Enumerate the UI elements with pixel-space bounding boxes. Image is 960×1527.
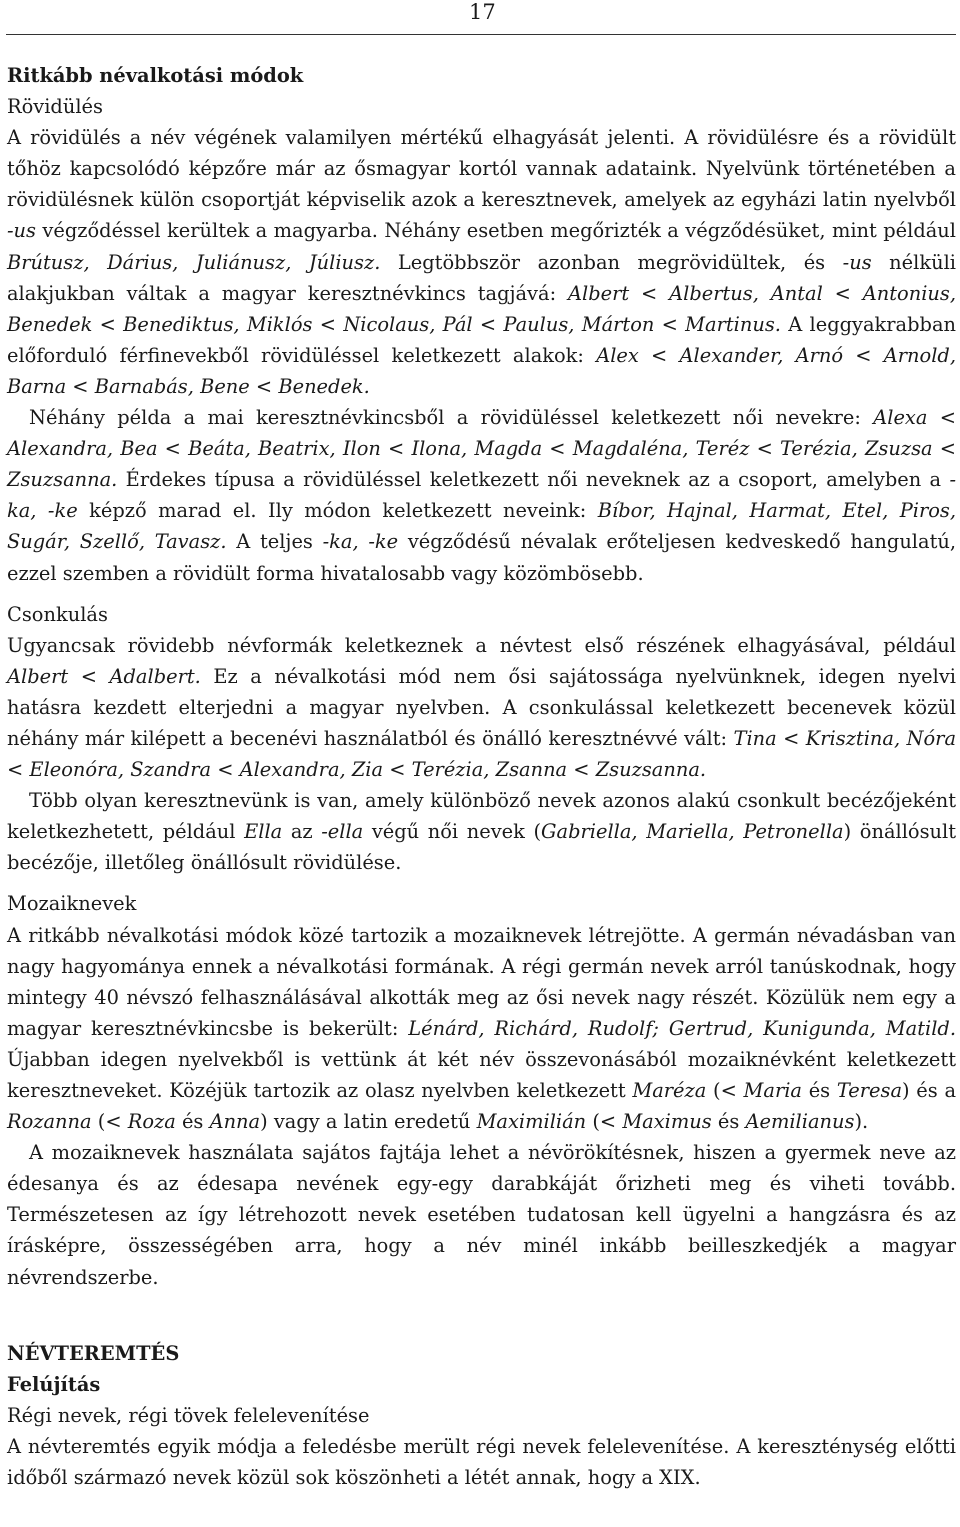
italic-text: Ella <box>244 820 283 844</box>
text-run: Érdekes típusa a rövidüléssel keletkezett női neveknek az a csoport, amelyben a <box>117 468 950 492</box>
italic-text: -us <box>7 219 36 243</box>
text-run: képző marad el. Ily módon keletkezett neveink: <box>77 499 598 523</box>
subsection-title-mozaiknevek: Mozaiknevek <box>7 892 137 916</box>
italic-text: Aemilianus <box>745 1110 855 1134</box>
text-run: Néhány példa a mai keresztnévkincsből a rövidüléssel keletkezett női nevekre: <box>29 406 874 430</box>
italic-text: Rozanna <box>7 1110 92 1134</box>
italic-text: Maria <box>743 1079 802 1102</box>
italic-text: Maximilián <box>476 1110 587 1134</box>
text-run: A leggyakrabban előforduló férfinevekből rövidüléssel keletkezett alakok: <box>7 312 956 367</box>
italic-text: Maréza <box>632 1079 707 1102</box>
italic-text: -ella <box>321 820 364 844</box>
text-run: Több olyan keresztnevünk is van, amely különböző nevek azonos alakú csonkult becézőjeként keletkezhetett, például <box>7 789 956 844</box>
italic-text: Gabriella, Mariella, Petronella <box>541 820 844 844</box>
text-run: A teljes <box>226 530 323 554</box>
text-run: ) önállósult becézője, illetőleg önállósult rövidülése. <box>7 820 957 875</box>
paragraph-rovidules-2 <box>7 402 956 589</box>
italic-text: -ka, -ke <box>322 530 399 554</box>
italic-text: Roza <box>127 1110 176 1134</box>
text-run: ) és a <box>902 1079 957 1102</box>
paragraph-rovidules-1 <box>7 122 956 402</box>
text-run: (< <box>586 1110 623 1134</box>
text-run: nélküli alakjukban váltak a magyar keresztnévkincs tagjává: <box>7 250 956 305</box>
italic-text: Alexa < Alexandra, Bea < Beáta, Beatrix, Ilon < Ilona, Magda < Magdaléna, Teréz < Terézia, Zsuzsa < Zsuzsanna. <box>7 406 956 492</box>
text-run: Ez a névalkotási mód nem ősi sajátossága nyelvünknek, idegen nyelvi hatásra kezdett elterjedni a magyar nyelvben. A csonkulással keletkezett becenevek közül néhány már kilépett a becenévi használatból és önálló keresztnévvé vált: <box>7 664 956 750</box>
text-run: (< <box>91 1110 128 1134</box>
text-run: A mozaiknevek használata sajátos fajtája lehet a névörökítésnek, hiszen a gyermek neve az édesanya és az édesapa nevének egy-egy darabkáját őrizheti meg és viheti tovább. Természetesen az így létrehozott nevek esetében tudatosan kell ügyelni a hangzásra és az írásképre, összességében arra, hogy a név minél inkább beilleszkedjék a magyar névrendszerbe. <box>7 1141 956 1289</box>
italic-text: Albert < Adalbert. <box>7 664 201 688</box>
text-run: végű női nevek ( <box>363 820 542 844</box>
paragraph-mozaiknevek-2 <box>7 1137 956 1292</box>
text-run: ). <box>854 1110 869 1134</box>
subsection-title-rovidules: Rövidülés <box>7 95 103 119</box>
text-run: végződésű névalak erőteljesen kedveskedő hangulatú, ezzel szemben a rövidült forma hivatalosabb vagy közömbösebb. <box>7 530 957 585</box>
italic-text: Maximus <box>622 1110 712 1134</box>
italic-text: Bíbor, Hajnal, Harmat, Etel, Piros, Sugár, Szellő, Tavasz. <box>7 499 957 554</box>
text-run: Legtöbbször azonban megrövidültek, és <box>380 250 843 274</box>
text-run: és <box>802 1079 837 1102</box>
subsection-title-felujitas: Felújítás <box>7 1372 101 1396</box>
paragraph-mozaiknevek-1 <box>7 920 956 1138</box>
text-run: Újabban idegen nyelvekből is vettünk át két név összevonásából mozaiknévként keletkezett keresztneveket. Közéjük tartozik az olasz nyelvben keletkezett <box>7 1047 956 1102</box>
text-run: A ritkább névalkotási módok közé tartozik a mozaiknevek létrejötte. A germán névadásban van nagy hagyománya ennek a névalkotási formának. A régi germán nevek arról tanúskodnak, hogy mintegy 40 névszó felhasználásával alkották meg az ősi nevek nagy részét. Közülük nem egy a magyar keresztnévkincsbe is bekerült: <box>7 923 956 1040</box>
italic-text: Tina < Krisztina, Nóra < Eleonóra, Szandra < Alexandra, Zia < Terézia, Zsanna < Zsuzsanna. <box>7 726 957 782</box>
text-run: és <box>711 1110 746 1134</box>
header-rule <box>6 34 956 35</box>
text-run: Ugyancsak rövidebb névformák keletkeznek a névtest első részének elhagyásával, például <box>7 633 956 657</box>
italic-text: Anna <box>209 1110 261 1134</box>
subsection-title-csonkulas: Csonkulás <box>7 602 108 626</box>
italic-text: Alex < Alexander, Arnó < Arnold, Barna < Barnabás, Bene < Benedek. <box>7 343 956 398</box>
subsection-title-regi-nevek: Régi nevek, régi tövek felelevenítése <box>7 1403 370 1427</box>
italic-text: Teresa <box>836 1079 903 1102</box>
page-number: 17 <box>469 0 496 24</box>
text-run: A névteremtés egyik módja a feledésbe merült régi nevek felelevenítése. A kereszténység előtti időből származó nevek közül sok köszönheti a létét annak, hogy a XIX. <box>7 1434 956 1490</box>
italic-text: -ka, -ke <box>7 468 956 523</box>
text-run: A rövidülés a név végének valamilyen mértékű elhagyását jelenti. A rövidülésre és a rövidült tőhöz kapcsolódó képzőre már az ősmagyar kortól vannak adataink. Nyelvünk történetében a rövidülésnek külön csoportját képviselik azok a keresztnevek, amelyek az egyházi latin nyelvből <box>7 126 956 212</box>
text-run: (< <box>706 1079 744 1102</box>
italic-text: Lénárd, Richárd, Rudolf; Gertrud, Kunigunda, Matild. <box>408 1016 956 1040</box>
paragraph-csonkulas-1 <box>7 630 956 785</box>
page-content <box>7 60 956 1493</box>
section-title-ritkabb: Ritkább névalkotási módok <box>7 64 304 87</box>
text-run: az <box>282 820 322 844</box>
paragraph-nevteremtes-1 <box>7 1431 956 1493</box>
italic-text: Brútusz, Dárius, Juliánusz, Júliusz. <box>7 250 381 274</box>
text-run: és <box>175 1110 210 1134</box>
italic-text: Albert < Albertus, Antal < Antonius, Benedek < Benediktus, Miklós < Nicolaus, Pál < Paulus, Márton < Martinus. <box>7 281 957 336</box>
italic-text: -us <box>842 250 872 274</box>
text-run: ) vagy a latin eredetű <box>260 1110 477 1134</box>
section-title-nevteremtes: NÉVTEREMTÉS <box>7 1341 180 1365</box>
text-run: végződéssel kerültek a magyarba. Néhány esetben megőrizték a végződésüket, mint például <box>36 219 956 243</box>
paragraph-csonkulas-2 <box>7 785 956 878</box>
